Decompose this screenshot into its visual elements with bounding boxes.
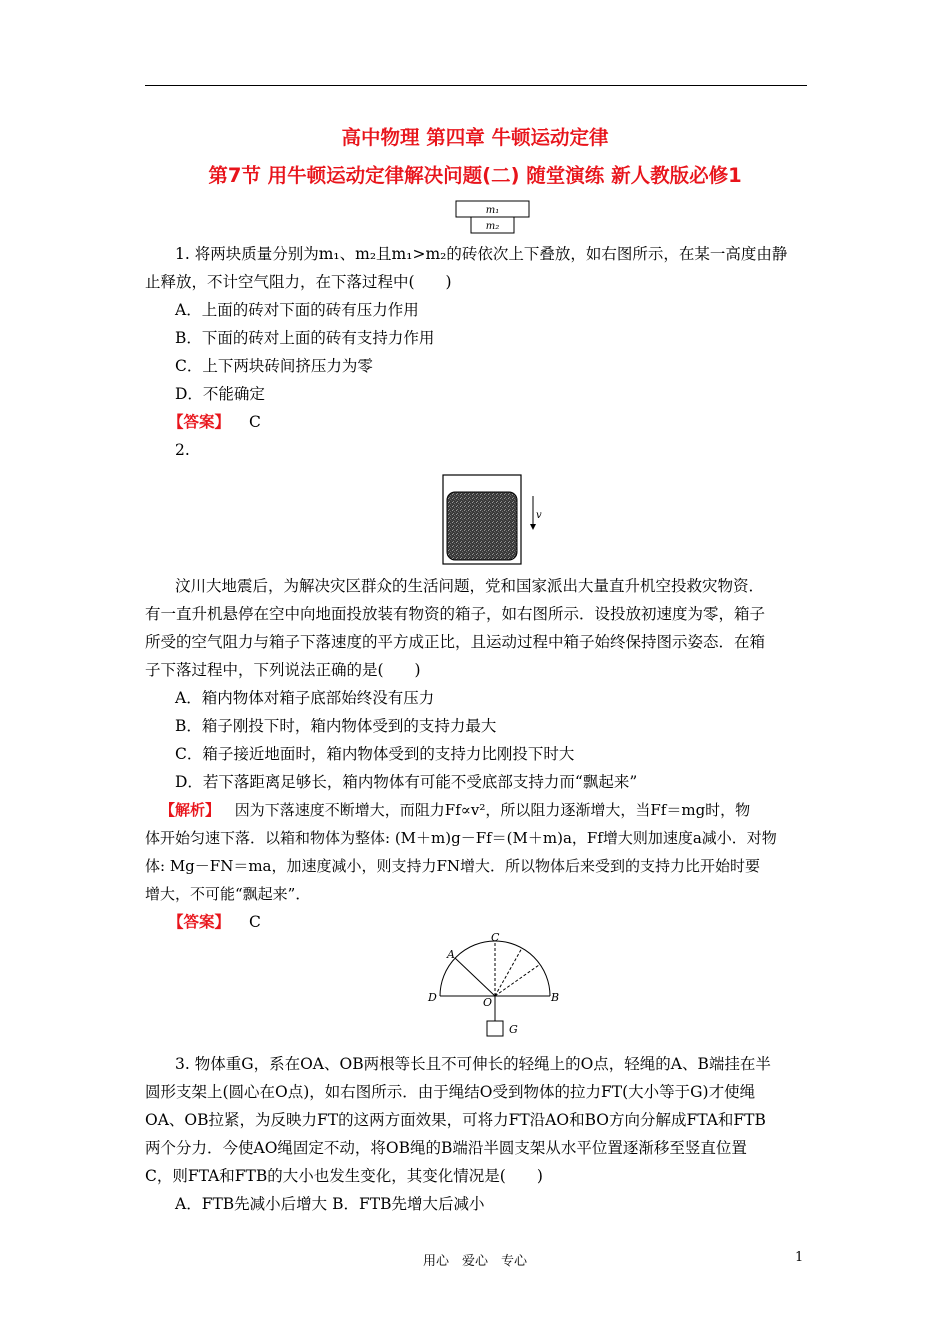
- weight-g-label: G: [509, 1023, 518, 1036]
- q1-option-a: A．上面的砖对下面的砖有压力作用: [175, 301, 419, 319]
- q1-answer: [168, 411, 830, 433]
- semicircle-support-figure: [425, 932, 565, 1042]
- q3-options-ab: A．FTB先减小后增大 B．FTB先增大后减小: [175, 1195, 485, 1213]
- q2-analysis-line2: 体开始匀速下落．以箱和物体为整体: (M＋m)g－Ff＝(M＋m)a，Ff增大则加速度a减小．对物: [145, 829, 777, 847]
- q3-stem-line4: 两个分力．今使AO绳固定不动，将OB绳的B端沿半圆支架从水平位置逐渐移至竖直位置: [145, 1139, 747, 1157]
- point-c-label: C: [491, 932, 500, 944]
- point-o-label: O: [483, 996, 493, 1009]
- stacked-bricks-figure: [455, 200, 530, 234]
- point-a-label: A: [447, 948, 455, 961]
- q2-option-c: C．箱子接近地面时，箱内物体受到的支持力比刚投下时大: [175, 745, 575, 763]
- velocity-label: v: [536, 510, 542, 521]
- q2-number: 2.: [175, 441, 190, 459]
- q1-answer-tag: 【答案】: [168, 413, 231, 431]
- q2-analysis-text1: 因为下落速度不断增大，而阻力Ff∝v²，所以阻力逐渐增大，当Ff＝mg时，物: [234, 801, 751, 819]
- q2-option-b: B．箱子刚投下时，箱内物体受到的支持力最大: [175, 717, 497, 735]
- q3-stem-line3: OA、OB拉紧，为反映力FT的这两方面效果，可将力FT沿AO和BO方向分解成FTA和FTB: [145, 1111, 766, 1129]
- q2-answer-value: C: [248, 913, 261, 931]
- q3-stem-line1: 3. 物体重G，系在OA、OB两根等长且不可伸长的轻绳上的O点，轻绳的A、B端挂在半: [175, 1055, 771, 1073]
- q2-analysis-line3: 体: Mg－FN＝ma，加速度减小，则支持力FN增大．所以物体后来受到的支持力比开始时要: [145, 857, 761, 875]
- q3-stem-line2: 圆形支架上(圆心在O点)，如右图所示．由于绳结O受到物体的拉力FT(大小等于G)才使绳: [145, 1083, 756, 1101]
- q2-analysis-tag: 【解析】: [160, 801, 221, 819]
- falling-box-figure: [440, 474, 545, 566]
- q2-stem-line4: 子下落过程中，下列说法正确的是( ): [145, 661, 421, 679]
- q1-stem-line1: 1. 将两块质量分别为m₁、m₂且m₁>m₂的砖依次上下叠放，如右图所示，在某一高度由静: [175, 245, 788, 263]
- q1-option-c: C．上下两块砖间挤压力为零: [175, 357, 373, 375]
- footer-motto: 用心 爱心 专心: [422, 1254, 527, 1269]
- q2-option-d: D．若下落距离足够长，箱内物体有可能不受底部支持力而“飘起来”: [175, 773, 638, 791]
- page-number: 1: [795, 1250, 804, 1265]
- page-title: 高中物理 第四章 牛顿运动定律: [341, 126, 609, 149]
- q2-analysis-line4: 增大，不可能“飘起来”．: [145, 885, 311, 903]
- point-b-label: B: [551, 991, 560, 1004]
- point-d-label: D: [428, 991, 437, 1004]
- q2-answer: [168, 911, 830, 933]
- q1-option-b: B．下面的砖对上面的砖有支持力作用: [175, 329, 435, 347]
- q2-stem-line3: 所受的空气阻力与箱子下落速度的平方成正比，且运动过程中箱子始终保持图示姿态．在箱: [145, 633, 766, 651]
- q2-answer-tag: 【答案】: [168, 913, 231, 931]
- q2-stem-line2: 有一直升机悬停在空中向地面投放装有物资的箱子，如右图所示．设投放初速度为零，箱子: [145, 605, 766, 623]
- brick-m2-label: m₂: [485, 221, 500, 232]
- q2-option-a: A．箱内物体对箱子底部始终没有压力: [175, 689, 435, 707]
- page-subtitle: 第7节 用牛顿运动定律解决问题(二) 随堂演练 新人教版必修1: [208, 164, 742, 187]
- q2-stem-line1: 汶川大地震后，为解决灾区群众的生活问题，党和国家派出大量直升机空投救灾物资．: [175, 577, 765, 595]
- q1-option-d: D．不能确定: [175, 385, 265, 403]
- q1-answer-value: C: [248, 413, 261, 431]
- q3-stem-line5: C，则FTA和FTB的大小也发生变化，其变化情况是( ): [145, 1167, 543, 1185]
- q2-analysis-line1: [160, 799, 810, 821]
- brick-m1-label: m₁: [485, 205, 500, 216]
- header-rule: [145, 85, 807, 86]
- q1-stem-line2: 止释放，不计空气阻力，在下落过程中( ): [145, 273, 452, 291]
